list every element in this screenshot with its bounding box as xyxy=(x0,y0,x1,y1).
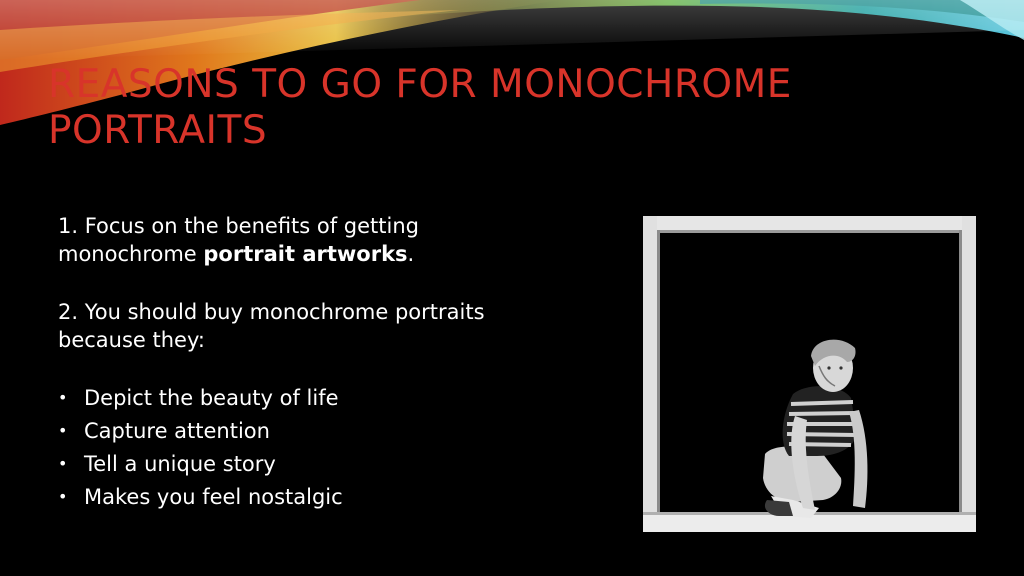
point-1-bold-text: portrait artworks xyxy=(203,242,408,266)
bullet-item xyxy=(58,384,528,412)
bullet-text: Capture attention xyxy=(84,419,270,443)
bullet-text: Depict the beauty of life xyxy=(84,386,339,410)
bullet-glyph: • xyxy=(58,388,68,407)
bullet-item xyxy=(58,417,528,445)
bullet-item xyxy=(58,483,528,511)
photo-boy-in-window-frame-icon xyxy=(643,216,976,532)
bullet-text: Makes you feel nostalgic xyxy=(84,485,343,509)
bullet-list xyxy=(58,384,528,511)
bullet-glyph: • xyxy=(58,487,68,506)
point-1 xyxy=(58,212,528,268)
bullet-glyph: • xyxy=(58,421,68,440)
bullet-glyph: • xyxy=(58,454,68,473)
slide-body xyxy=(58,212,528,516)
point-1-text-end: . xyxy=(407,242,415,266)
point-2: 2. You should buy monochrome portraits because they: xyxy=(58,300,485,352)
bullet-text: Tell a unique story xyxy=(84,452,276,476)
slide-title: REASONS TO GO FOR MONOCHROME PORTRAITS xyxy=(48,62,792,153)
point-1-text: 1. Focus on the benefits of getting monochrome xyxy=(58,214,419,266)
bullet-item xyxy=(58,450,528,478)
